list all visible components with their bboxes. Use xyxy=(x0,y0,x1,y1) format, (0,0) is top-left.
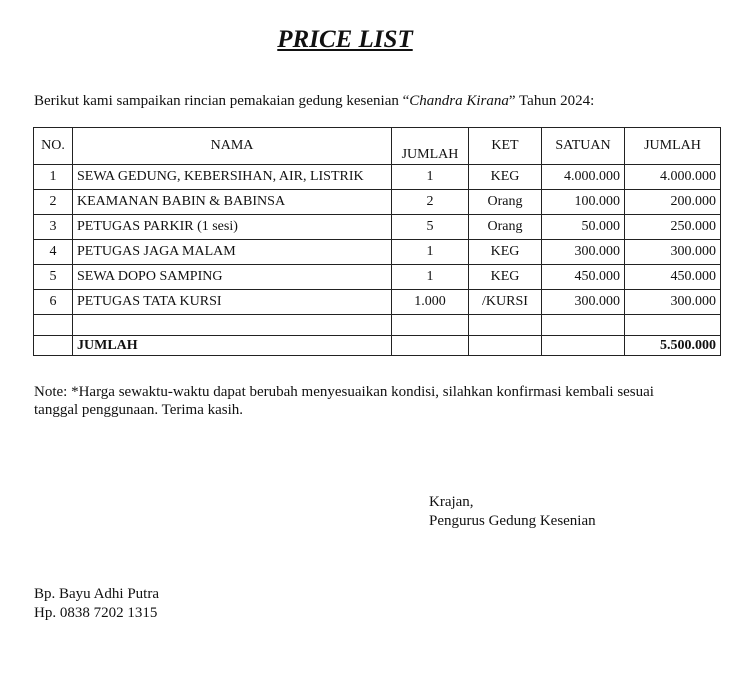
cell-nama: KEAMANAN BABIN & BABINSA xyxy=(73,190,392,215)
note-text: Note: *Harga sewaktu-waktu dapat berubah menyesuaikan kondisi, silahkan konfirmasi kembali sesuai tanggal penggunaan. Terima kasih. xyxy=(34,384,654,418)
total-value: 5.500.000 xyxy=(625,336,721,356)
intro-before: Berikut kami sampaikan rincian pemakaian gedung kesenian “ xyxy=(34,93,410,109)
cell-ket: KEG xyxy=(469,165,542,190)
cell-nama: SEWA GEDUNG, KEBERSIHAN, AIR, LISTRIK xyxy=(73,165,392,190)
signature-place: Krajan, xyxy=(429,494,474,510)
cell-no: 1 xyxy=(34,165,73,190)
cell-jumlah: 2 xyxy=(392,190,469,215)
contact-name: Bp. Bayu Adhi Putra xyxy=(34,586,160,602)
page-title: PRICE LIST xyxy=(277,26,413,53)
cell-satuan: 50.000 xyxy=(542,215,625,240)
table-total-row xyxy=(34,336,721,356)
cell-jumlah: 5 xyxy=(392,215,469,240)
cell-satuan: 100.000 xyxy=(542,190,625,215)
header-total: JUMLAH xyxy=(625,128,721,165)
table-row xyxy=(34,265,721,290)
contact-block xyxy=(34,585,159,623)
cell-no: 3 xyxy=(34,215,73,240)
table-row xyxy=(34,190,721,215)
cell-nama: PETUGAS JAGA MALAM xyxy=(73,240,392,265)
header-no: NO. xyxy=(34,128,73,165)
venue-name: Chandra Kirana xyxy=(409,93,509,109)
cell-ket: Orang xyxy=(469,190,542,215)
table-row xyxy=(34,215,721,240)
cell-ket: KEG xyxy=(469,265,542,290)
cell-jumlah: 1 xyxy=(392,265,469,290)
table-row xyxy=(34,240,721,265)
cell-nama: PETUGAS PARKIR (1 sesi) xyxy=(73,215,392,240)
header-ket: KET xyxy=(469,128,542,165)
table-row xyxy=(34,165,721,190)
cell-no: 6 xyxy=(34,290,73,315)
cell-satuan: 300.000 xyxy=(542,240,625,265)
cell-total: 450.000 xyxy=(625,265,721,290)
cell-total: 300.000 xyxy=(625,290,721,315)
cell-nama: SEWA DOPO SAMPING xyxy=(73,265,392,290)
total-label: JUMLAH xyxy=(73,336,392,356)
cell-satuan: 450.000 xyxy=(542,265,625,290)
cell-satuan: 300.000 xyxy=(542,290,625,315)
signature-role: Pengurus Gedung Kesenian xyxy=(429,513,596,529)
header-satuan: SATUAN xyxy=(542,128,625,165)
header-nama: NAMA xyxy=(73,128,392,165)
cell-total: 4.000.000 xyxy=(625,165,721,190)
cell-jumlah: 1 xyxy=(392,240,469,265)
cell-total: 250.000 xyxy=(625,215,721,240)
cell-nama: PETUGAS TATA KURSI xyxy=(73,290,392,315)
cell-ket: KEG xyxy=(469,240,542,265)
cell-ket: /KURSI xyxy=(469,290,542,315)
intro-text xyxy=(34,93,594,110)
cell-ket: Orang xyxy=(469,215,542,240)
cell-jumlah: 1 xyxy=(392,165,469,190)
table-row xyxy=(34,290,721,315)
price-table xyxy=(33,127,721,356)
cell-total: 200.000 xyxy=(625,190,721,215)
cell-no: 4 xyxy=(34,240,73,265)
header-jumlah: JUMLAH xyxy=(392,128,469,165)
intro-after: ” Tahun 2024: xyxy=(508,93,595,109)
cell-no: 5 xyxy=(34,265,73,290)
cell-total: 300.000 xyxy=(625,240,721,265)
cell-no: 2 xyxy=(34,190,73,215)
signature-block xyxy=(429,493,596,531)
contact-phone: Hp. 0838 7202 1315 xyxy=(34,605,158,621)
table-header-row xyxy=(34,128,721,165)
table-empty-row xyxy=(34,315,721,336)
cell-satuan: 4.000.000 xyxy=(542,165,625,190)
cell-jumlah: 1.000 xyxy=(392,290,469,315)
